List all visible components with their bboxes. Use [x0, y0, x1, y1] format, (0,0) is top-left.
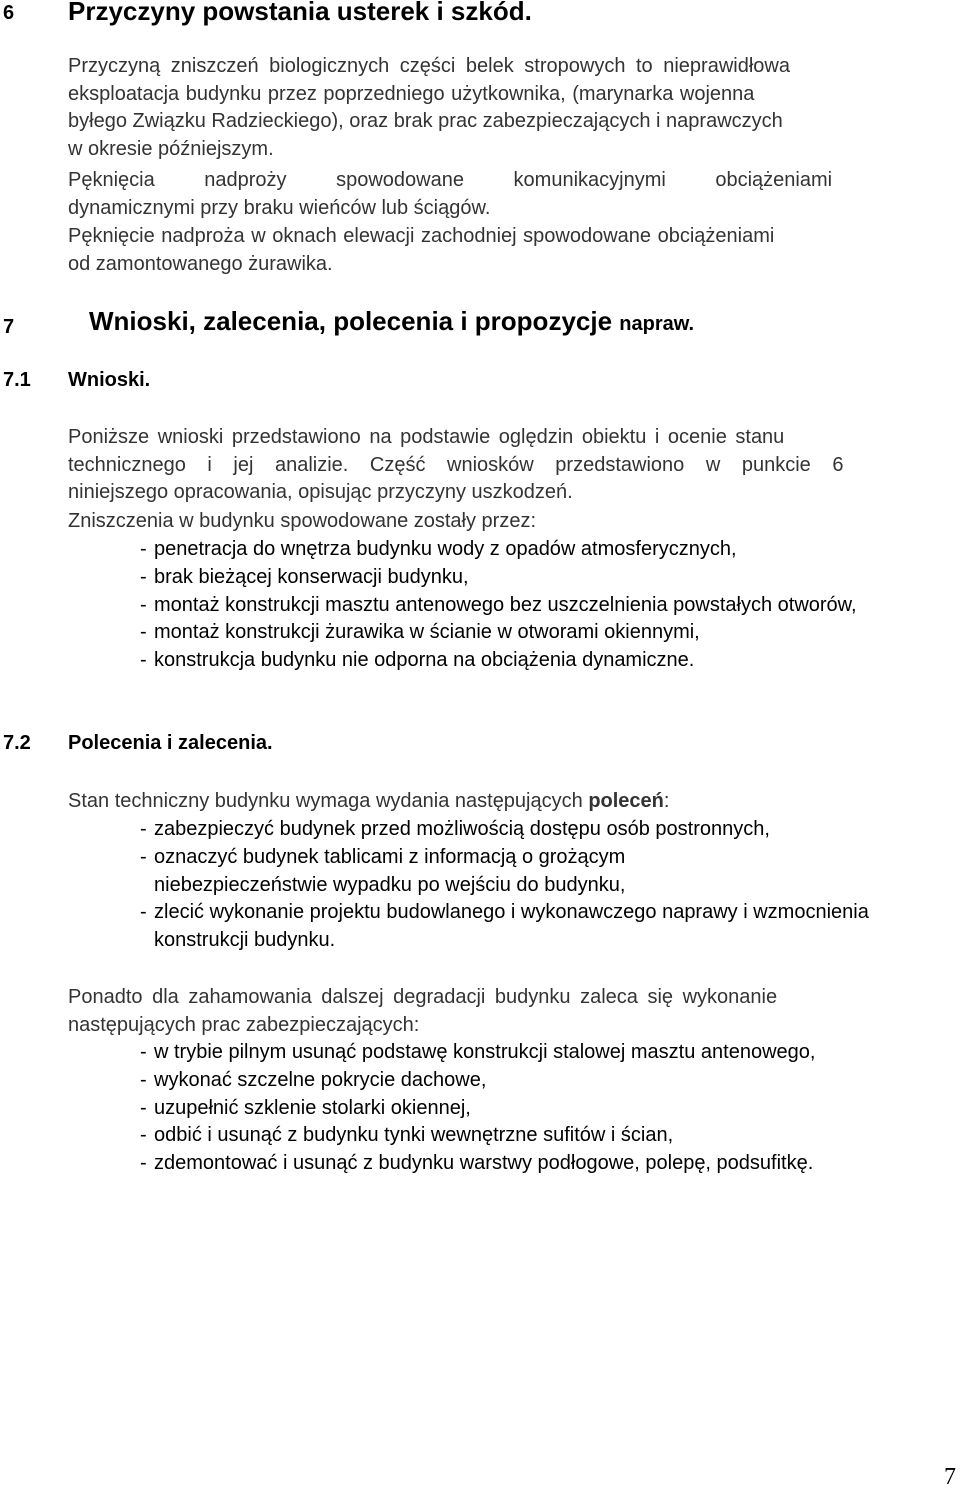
paragraph-line: następujących prac zabezpieczających:	[68, 1013, 420, 1036]
list-item: - penetracja do wnętrza budynku wody z opadów atmosferycznych,	[140, 536, 950, 564]
list-item: - odbić i usunąć z budynku tynki wewnętrzne sufitów i ścian,	[140, 1122, 950, 1150]
paragraph-line: Ponadto dla zahamowania dalszej degradacji budynku zaleca się wykonanie	[68, 986, 778, 1008]
list-item: - zlecić wykonanie projektu budowlanego i wykonawczego naprawy i wzmocnienia konstrukcji budynku.	[140, 899, 914, 955]
list-item: - montaż konstrukcji masztu antenowego bez uszczelnienia powstałych otworów,	[140, 592, 950, 620]
list-item: - zabezpieczyć budynek przed możliwością dostępu osób postronnych,	[140, 816, 950, 844]
paragraph-line: Przyczyną zniszczeń biologicznych części belek stropowych to nieprawidłowa	[68, 55, 790, 77]
paragraph-line	[68, 788, 956, 816]
section-7-title-main: Wnioski, zalecenia, polecenia i propozycje	[89, 306, 613, 336]
section-6-title: Przyczyny powstania usterek i szkód.	[68, 0, 532, 26]
section-6-paragraph-crane	[68, 223, 956, 278]
section-6-number: 6	[3, 2, 15, 24]
orders-intro-text: Stan techniczny budynku wymaga wydania następujących	[68, 790, 589, 812]
recommendations-list	[140, 1039, 950, 1178]
section-6-paragraph-causes	[68, 53, 956, 163]
section-7-2-title: Polecenia i zalecenia.	[68, 732, 273, 754]
paragraph-line: niniejszego opracowania, opisując przyczyny uszkodzeń.	[68, 481, 573, 504]
list-item: - montaż konstrukcji żurawika w ścianie w otworami okiennymi,	[140, 619, 950, 647]
paragraph-line: byłego Związku Radzieckiego), oraz brak prac zabezpieczających i naprawczych	[68, 110, 783, 133]
paragraph-line: dynamicznymi przy braku wieńców lub ściągów.	[68, 196, 491, 219]
section-7-1-paragraph	[68, 424, 956, 507]
orders-intro-bold: poleceń	[588, 790, 664, 812]
paragraph-line: Zniszczenia w budynku spowodowane zostały przez:	[68, 510, 537, 532]
damage-list	[140, 536, 950, 675]
orders-list	[140, 816, 950, 955]
section-7-title	[89, 306, 694, 337]
page-number: 7	[944, 1464, 956, 1490]
section-6-paragraph-lintels	[68, 167, 956, 222]
paragraph-line: technicznego i jej analizie. Część wniosków przedstawiono w punkcie 6	[68, 453, 844, 476]
list-item: - zdemontować i usunąć z budynku warstwy podłogowe, polepę, podsufitkę.	[140, 1150, 864, 1178]
orders-intro-colon: :	[663, 790, 670, 812]
section-7-1-title: Wnioski.	[68, 369, 151, 391]
recommendations-intro	[68, 984, 956, 1039]
list-item: - brak bieżącej konserwacji budynku,	[140, 564, 950, 592]
section-7-1-number: 7.1	[3, 369, 31, 391]
paragraph-line: Pęknięcia nadproży spowodowane komunikacyjnymi obciążeniami	[68, 169, 833, 191]
section-7-2-number: 7.2	[3, 732, 31, 754]
damage-intro	[68, 508, 956, 536]
list-item: - konstrukcja budynku nie odporna na obciążenia dynamiczne.	[140, 647, 950, 675]
paragraph-line: od zamontowanego żurawika.	[68, 252, 333, 275]
list-item: - uzupełnić szklenie stolarki okiennej,	[140, 1095, 950, 1123]
section-7-number: 7	[3, 316, 15, 338]
paragraph-line: eksploatacja budynku przez poprzedniego użytkownika, (marynarka wojenna	[68, 82, 755, 105]
list-item: - oznaczyć budynek tablicami z informacją o grożącym niebezpieczeństwie wypadku po wejściu do budynku,	[140, 844, 754, 900]
list-item: - wykonać szczelne pokrycie dachowe,	[140, 1067, 950, 1095]
list-item: - w trybie pilnym usunąć podstawę konstrukcji stalowej masztu antenowego,	[140, 1039, 844, 1067]
paragraph-line: Pęknięcie nadproża w oknach elewacji zachodniej spowodowane obciążeniami	[68, 225, 775, 247]
section-7-title-small: napraw.	[619, 313, 695, 335]
orders-intro	[68, 788, 956, 816]
paragraph-line: Poniższe wnioski przedstawiono na podstawie oględzin obiektu i ocenie stanu	[68, 426, 785, 448]
paragraph-line: w okresie późniejszym.	[68, 137, 274, 160]
